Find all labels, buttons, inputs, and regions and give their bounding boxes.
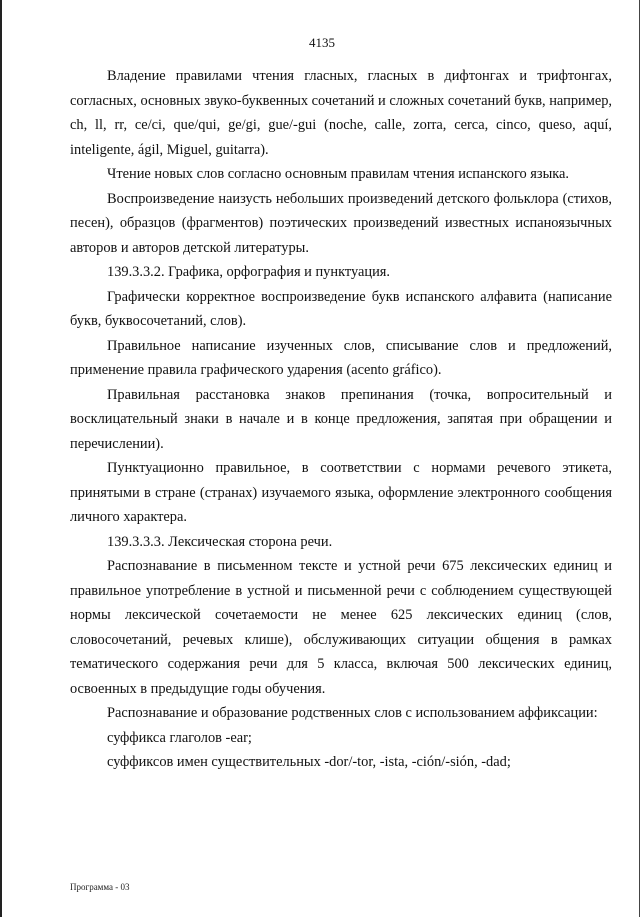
paragraph-reading-rules: Владение правилами чтения гласных, гласных в дифтонгах и трифтонгах, согласных, основных звуко-буквенных сочетаний и сложных сочетаний букв, например, ch, ll, rr, ce/ci, que/qui, ge/gi, gue/-gui (noche, calle, zorra, cerca, cinco, queso, aquí, inteligente, ágil, Miguel, guitarra). bbox=[70, 68, 612, 158]
paragraph-reading-new-words: Чтение новых слов согласно основным правилам чтения испанского языка. bbox=[107, 166, 570, 182]
page-number: 4135 bbox=[309, 35, 335, 50]
section-heading-lexical: 139.3.3.3. Лексическая сторона речи. bbox=[107, 533, 333, 550]
paragraph-graphic-reproduction: Графически корректное воспроизведение букв испанского алфавита (написание букв, буквосочетаний, слов). bbox=[70, 288, 612, 329]
paragraph-punctuation-etiquette: Пунктуационно правильное, в соответствии с нормами речевого этикета, принятыми в стране (странах) изучаемого языка, оформление электронного сообщения личного характера. bbox=[70, 460, 612, 525]
paragraph-spelling: Правильное написание изученных слов, списывание слов и предложений, применение правила графического ударения (acento gráfico). bbox=[70, 337, 612, 378]
document-body bbox=[70, 64, 612, 775]
footer-label: Программа - 03 bbox=[70, 882, 130, 892]
paragraph-lexical-units: Распознавание в письменном тексте и устной речи 675 лексических единиц и правильное употребление в устной и письменной речи с соблюдением существующей нормы лексической сочетаемости не менее 625 лексических единиц (слов, словосочетаний, речевых клише), обслуживающих ситуации общения в рамках тематического содержания речи для 5 класса, включая 500 лексических единиц, освоенных в предыдущие годы обучения. bbox=[70, 558, 612, 697]
list-item-verb-suffix: суффикса глаголов -ear; bbox=[107, 729, 252, 746]
paragraph-recitation: Воспроизведение наизусть небольших произведений детского фольклора (стихов, песен), образцов (фрагментов) поэтических произведений известных испаноязычных авторов и авторов детской литературы. bbox=[70, 190, 612, 256]
paragraph-punctuation-marks: Правильная расстановка знаков препинания (точка, вопросительный и восклицательный знаки в начале и в конце предложения, запятая при обращении и перечислении). bbox=[70, 386, 612, 452]
list-item-noun-suffixes: суффиксов имен существительных -dor/-tor, -ista, -ción/-sión, -dad; bbox=[107, 754, 511, 770]
paragraph-word-formation: Распознавание и образование родственных слов с использованием аффиксации: bbox=[107, 705, 598, 721]
section-heading-graphics: 139.3.3.2. Графика, орфография и пунктуация. bbox=[107, 264, 390, 280]
